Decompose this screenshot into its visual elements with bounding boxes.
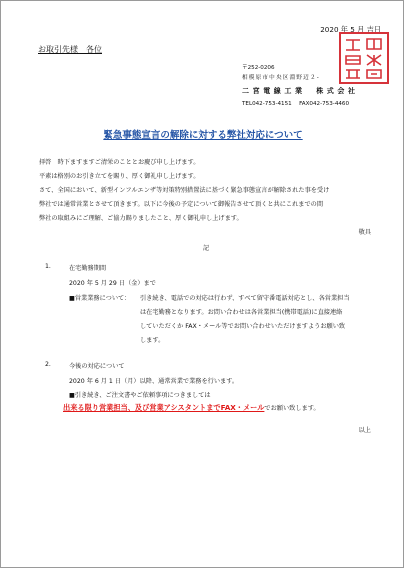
company-seal-stamp bbox=[339, 32, 389, 84]
sender-postal-code: 〒252-0206 bbox=[242, 65, 275, 71]
document-date: 2020 年 5 月 吉日 bbox=[320, 25, 381, 34]
greeting-line-5: 弊社の取組みにご理解、ご協力賜りましたこと、厚く御礼申し上げます。 bbox=[39, 215, 243, 222]
sender-phone-fax: TEL042-753-4151 FAX042-753-4460 bbox=[242, 101, 350, 107]
section-1-period: 2020 年 5 月 29 日（金）まで bbox=[69, 280, 156, 287]
section-2-emphasis: 出来る限り営業担当、及び営業アシスタントまでFAX・メール bbox=[63, 403, 265, 412]
recipient-line: お取引先様 各位 bbox=[38, 45, 102, 54]
closing-keigu: 敬具 bbox=[358, 229, 371, 236]
greeting-line-1: 拝啓 時下ますますご清栄のこととお慶び申し上げます。 bbox=[39, 159, 200, 166]
section-1-text-3: していただくか FAX・メール等でお問い合わせいただけますようお願い致 bbox=[140, 323, 346, 330]
section-2-emphasis-tail: でお願い致します。 bbox=[264, 405, 320, 412]
section-1-text-2: は在宅勤務となります。お問い合わせは各営業担当(携帯電話)に直接連絡 bbox=[140, 309, 343, 316]
section-2-emphasis-line bbox=[63, 403, 320, 413]
sender-company: 二宮電線工業 株式会社 bbox=[242, 87, 359, 95]
section-2-heading: 今後の対応について bbox=[69, 363, 125, 370]
greeting-line-2: 平素は格別のお引き立てを賜り、厚く御礼申し上げます。 bbox=[39, 173, 200, 180]
section-2-date-line: 2020 年 6 月 1 日（月）以降、通常営業で業務を行います。 bbox=[69, 378, 239, 385]
seal-glyphs-icon bbox=[341, 34, 387, 82]
ending-ijou: 以上 bbox=[358, 427, 371, 434]
section-1-text-4: します。 bbox=[140, 337, 165, 344]
sender-address: 相模原市中央区淵野辺２- bbox=[242, 75, 320, 81]
section-1-heading: 在宅勤務期間 bbox=[69, 265, 107, 272]
greeting-line-4: 弊社では通常営業とさせて頂きます。以下に今後の予定について御報告させて頂くと共にこれまでの間 bbox=[39, 201, 324, 208]
greeting-line-3: さて、全国において、新型インフルエンザ等対策特別措置法に基づく緊急事態宣言が解除された事を受け bbox=[39, 187, 330, 194]
section-1-label: ■営業業務について： bbox=[69, 295, 131, 302]
section-1-text-1: 引き続き、電話での対応は行わず、すべて留守番電話対応とし、各営業担当 bbox=[140, 295, 350, 302]
section-2-number: 2. bbox=[45, 361, 51, 368]
section-2-note: ■引き続き、ご注文書やご依頼事項につきましては bbox=[69, 392, 211, 399]
section-1-number: 1. bbox=[45, 263, 51, 270]
ki-mark: 記 bbox=[203, 245, 210, 252]
document-title: 緊急事態宣言の解除に対する弊社対応について bbox=[103, 130, 303, 141]
